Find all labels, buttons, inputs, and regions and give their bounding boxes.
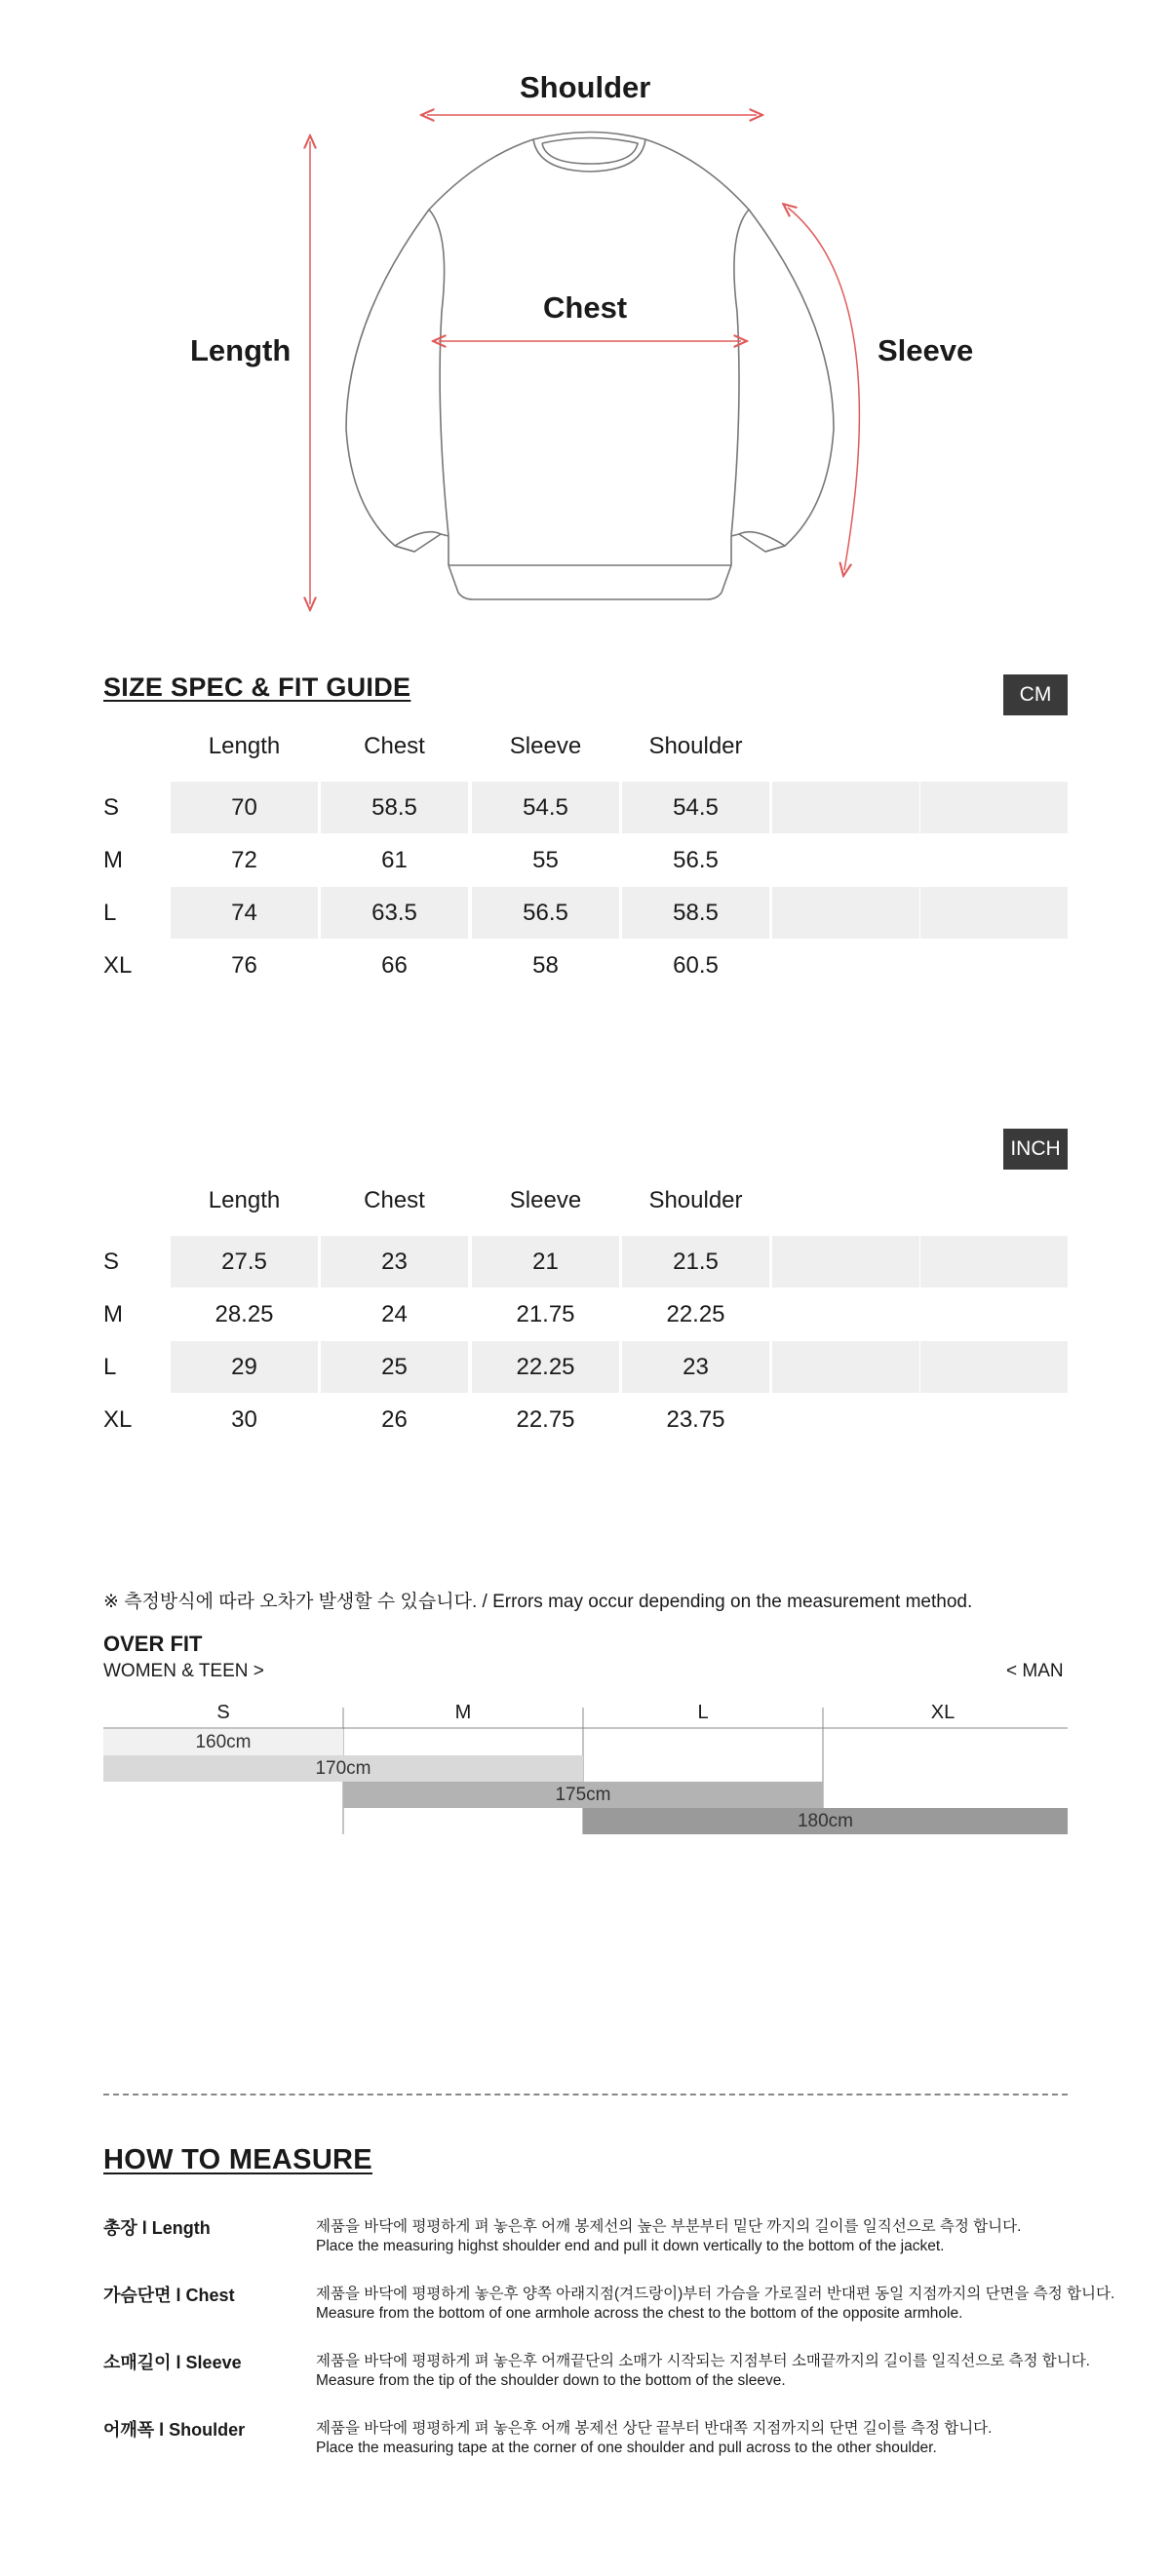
header-chest: Chest [364, 1187, 425, 1213]
fit-size-s: S [216, 1702, 230, 1723]
fit-size-xl: XL [930, 1702, 956, 1723]
table-cell: 54.5 [472, 782, 619, 833]
table-cell: 27.5 [171, 1236, 318, 1288]
measure-name: 소매길이 l Sleeve [103, 2353, 242, 2372]
table-cell: 61 [381, 847, 408, 873]
shoulder-label: Shoulder [520, 70, 651, 104]
table-cell: 22.25 [472, 1341, 619, 1393]
women-teen-label: WOMEN & TEEN > [103, 1661, 264, 1681]
header-shoulder: Shoulder [648, 1187, 743, 1213]
size-spec-title: SIZE SPEC & FIT GUIDE [103, 673, 411, 702]
fit-size-l: L [697, 1702, 709, 1723]
table-cell: 58.5 [622, 887, 769, 939]
size-label: L [103, 1354, 117, 1380]
height-bar-170: 170cm [103, 1755, 583, 1782]
measure-name: 가슴단면 l Chest [103, 2286, 235, 2305]
measure-desc-en: Measure from the bottom of one armhole across the chest to the bottom of the opposite armhole. [316, 2305, 963, 2322]
header-chest: Chest [364, 733, 425, 759]
cm-unit-badge: CM [1003, 674, 1068, 715]
table-cell: 58.5 [321, 782, 468, 833]
section-divider [103, 2094, 1068, 2095]
header-shoulder: Shoulder [648, 733, 743, 759]
how-to-measure-title: HOW TO MEASURE [103, 2144, 372, 2175]
over-fit-title: OVER FIT [103, 1632, 203, 1656]
inch-unit-badge: INCH [1003, 1129, 1068, 1170]
header-length: Length [208, 733, 281, 759]
size-label: XL [103, 1406, 133, 1433]
fit-size-m: M [454, 1702, 472, 1723]
measure-desc-en: Place the measuring tape at the corner of one shoulder and pull across to the other shoulder. [316, 2440, 937, 2456]
table-cell: 21 [472, 1236, 619, 1288]
measurement-note: ※ 측정방식에 따라 오차가 발생할 수 있습니다. / Errors may occur depending on the measurement method. [103, 1592, 973, 1612]
header-sleeve: Sleeve [509, 733, 582, 759]
table-cell: 66 [381, 952, 408, 979]
table-cell: 63.5 [321, 887, 468, 939]
table-cell: 56.5 [673, 847, 719, 873]
table-cell: 21.5 [622, 1236, 769, 1288]
sleeve-label: Sleeve [878, 333, 974, 367]
table-cell: 70 [171, 782, 318, 833]
table-cell: 76 [231, 952, 257, 979]
table-cell: 55 [532, 847, 559, 873]
header-sleeve: Sleeve [509, 1187, 582, 1213]
height-bar-180: 180cm [583, 1808, 1068, 1834]
height-bar-160: 160cm [103, 1729, 343, 1755]
measure-desc-ko: 제품을 바닥에 평평하게 펴 놓은후 어깨 봉제선 상단 끝부터 반대쪽 지점까지의 단면 길이를 측정 합니다. [316, 2420, 993, 2437]
header-length: Length [208, 1187, 281, 1213]
table-cell: 25 [321, 1341, 468, 1393]
table-cell: 28.25 [215, 1301, 274, 1327]
table-cell: 26 [381, 1406, 408, 1433]
measure-desc-ko: 제품을 바닥에 평평하게 펴 놓은후 어깨끝단의 소매가 시작되는 지점부터 소매끝까지의 길이를 일직선으로 측정 합니다. [316, 2353, 1090, 2369]
table-cell: 22.75 [516, 1406, 575, 1433]
table-cell: 21.75 [516, 1301, 575, 1327]
length-label: Length [190, 333, 292, 367]
table-cell: 22.25 [666, 1301, 725, 1327]
size-label: M [103, 847, 123, 873]
size-label: S [103, 1249, 120, 1275]
table-cell: 60.5 [673, 952, 719, 979]
table-cell: 24 [381, 1301, 408, 1327]
chest-label: Chest [543, 290, 628, 325]
table-cell: 54.5 [622, 782, 769, 833]
measure-desc-en: Place the measuring highst shoulder end and pull it down vertically to the bottom of the jacket. [316, 2238, 945, 2254]
size-label: L [103, 900, 117, 926]
measure-desc-ko: 제품을 바닥에 평평하게 놓은후 양쪽 아래지점(겨드랑이)부터 가슴을 가로질러 반대편 동일 지점까지의 단면을 측정 합니다. [316, 2286, 1115, 2302]
table-cell: 23.75 [666, 1406, 725, 1433]
size-label: XL [103, 952, 133, 979]
size-label: M [103, 1301, 123, 1327]
table-cell: 56.5 [472, 887, 619, 939]
man-label: < MAN [1006, 1661, 1064, 1681]
table-cell: 72 [231, 847, 257, 873]
measure-desc-ko: 제품을 바닥에 평평하게 펴 놓은후 어깨 봉제선의 높은 부분부터 밑단 까지의 길이를 일직선으로 측정 합니다. [316, 2218, 1022, 2235]
measure-desc-en: Measure from the tip of the shoulder down to the bottom of the sleeve. [316, 2372, 786, 2389]
table-cell: 74 [171, 887, 318, 939]
table-cell: 23 [622, 1341, 769, 1393]
table-cell: 58 [532, 952, 559, 979]
table-cell: 29 [171, 1341, 318, 1393]
table-cell: 30 [231, 1406, 257, 1433]
size-label: S [103, 794, 120, 821]
measure-name: 어깨폭 l Shoulder [103, 2420, 246, 2440]
measure-name: 총장 l Length [103, 2218, 211, 2238]
table-cell: 23 [321, 1236, 468, 1288]
height-bar-175: 175cm [343, 1782, 823, 1808]
